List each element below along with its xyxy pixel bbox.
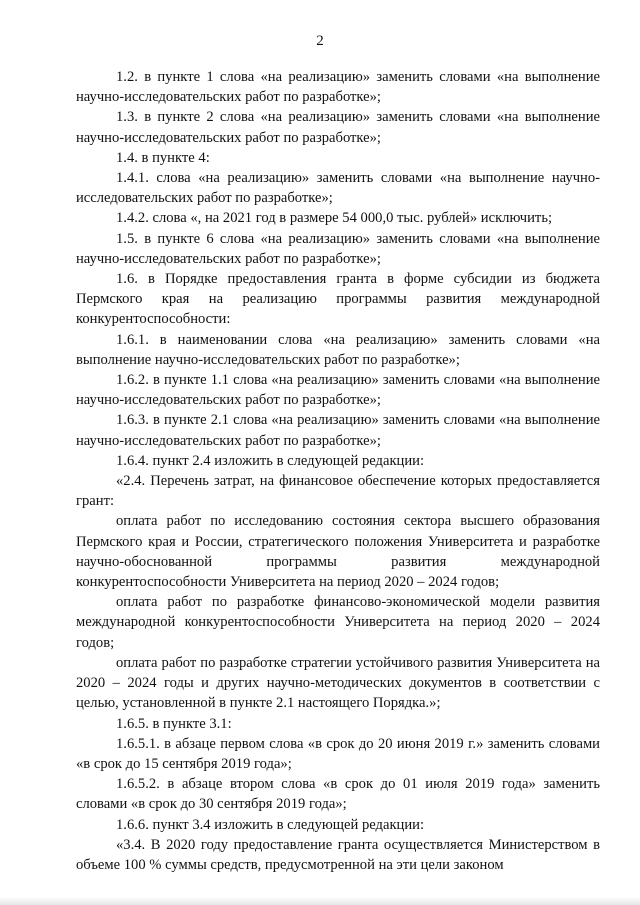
- paragraph-1-2: 1.2. в пункте 1 слова «на реализацию» заменить словами «на выполнение научно-исследовательских работ по разработке»;: [76, 69, 600, 106]
- paragraph-3-4: «3.4. В 2020 году предоставление гранта осуществляется Министерством в объеме 100 % суммы средств, предусмотренной на эти цели законом: [76, 836, 600, 873]
- paragraph-1-6-3: 1.6.3. в пункте 2.1 слова «на реализацию» заменить словами «на выполнение научно-исследовательских работ по разработке»;: [76, 412, 600, 449]
- paragraph-1-4-2: 1.4.2. слова «, на 2021 год в размере 54 000,0 тыс. рублей» исключить;: [116, 210, 553, 227]
- paragraph-1-6: 1.6. в Порядке предоставления гранта в форме субсидии из бюджета Пермского края на реализацию программы развития международной конкурентоспособности:: [76, 271, 600, 328]
- paragraph-1-6-4: 1.6.4. пункт 2.4 изложить в следующей редакции:: [116, 452, 425, 469]
- paragraph-1-6-6: 1.6.6. пункт 3.4 изложить в следующей редакции:: [116, 816, 425, 833]
- paragraph-1-6-2: 1.6.2. в пункте 1.1 слова «на реализацию» заменить словами «на выполнение научно-исследовательских работ по разработке»;: [76, 372, 600, 409]
- paragraph-cost-item-2: оплата работ по разработке финансово-экономической модели развития международной конкурентоспособности Университета на период 2020 – 2024 годов;: [76, 594, 600, 651]
- paragraph-1-6-5-1: 1.6.5.1. в абзаце первом слова «в срок до 20 июня 2019 г.» заменить словами «в срок до 15 сентября 2019 года»;: [76, 735, 600, 772]
- paragraph-1-6-1: 1.6.1. в наименовании слова «на реализацию» заменить словами «на выполнение научно-исследовательских работ по разработке»;: [76, 331, 600, 368]
- paragraph-1-4: 1.4. в пункте 4:: [116, 149, 210, 166]
- paragraph-1-4-1: 1.4.1. слова «на реализацию» заменить словами «на выполнение научно-исследовательских работ по разработке»;: [76, 170, 600, 207]
- page-number: 2: [316, 33, 324, 49]
- document-body: [76, 67, 600, 875]
- paragraph-cost-item-3: оплата работ по разработке стратегии устойчивого развития Университета на 2020 – 2024 годы и других научно-методических документов в соответствии с целью, установленной в пункте 2.1 настоящего Порядка.»;: [76, 654, 600, 712]
- paragraph-1-6-5-2: 1.6.5.2. в абзаце втором слова «в срок до 01 июля 2019 года» заменить словами «в срок до 30 сентября 2019 года»;: [76, 776, 600, 813]
- paragraph-1-6-5: 1.6.5. в пункте 3.1:: [116, 715, 232, 732]
- paragraph-cost-item-1: оплата работ по исследованию состояния сектора высшего образования Пермского края и России, стратегического положения Университета и разработке научно-обоснованной программы развития международной конкурентоспособности Университета на период 2020 – 2024 годов;: [76, 513, 600, 591]
- paragraph-1-3: 1.3. в пункте 2 слова «на реализацию» заменить словами «на выполнение научно-исследовательских работ по разработке»;: [76, 109, 600, 146]
- page-bottom-edge: [0, 897, 640, 905]
- paragraph-1-5: 1.5. в пункте 6 слова «на реализацию» заменить словами «на выполнение научно-исследовательских работ по разработке»;: [76, 230, 600, 267]
- paragraph-2-4-intro: «2.4. Перечень затрат, на финансовое обеспечение которых предоставляется грант:: [76, 473, 600, 510]
